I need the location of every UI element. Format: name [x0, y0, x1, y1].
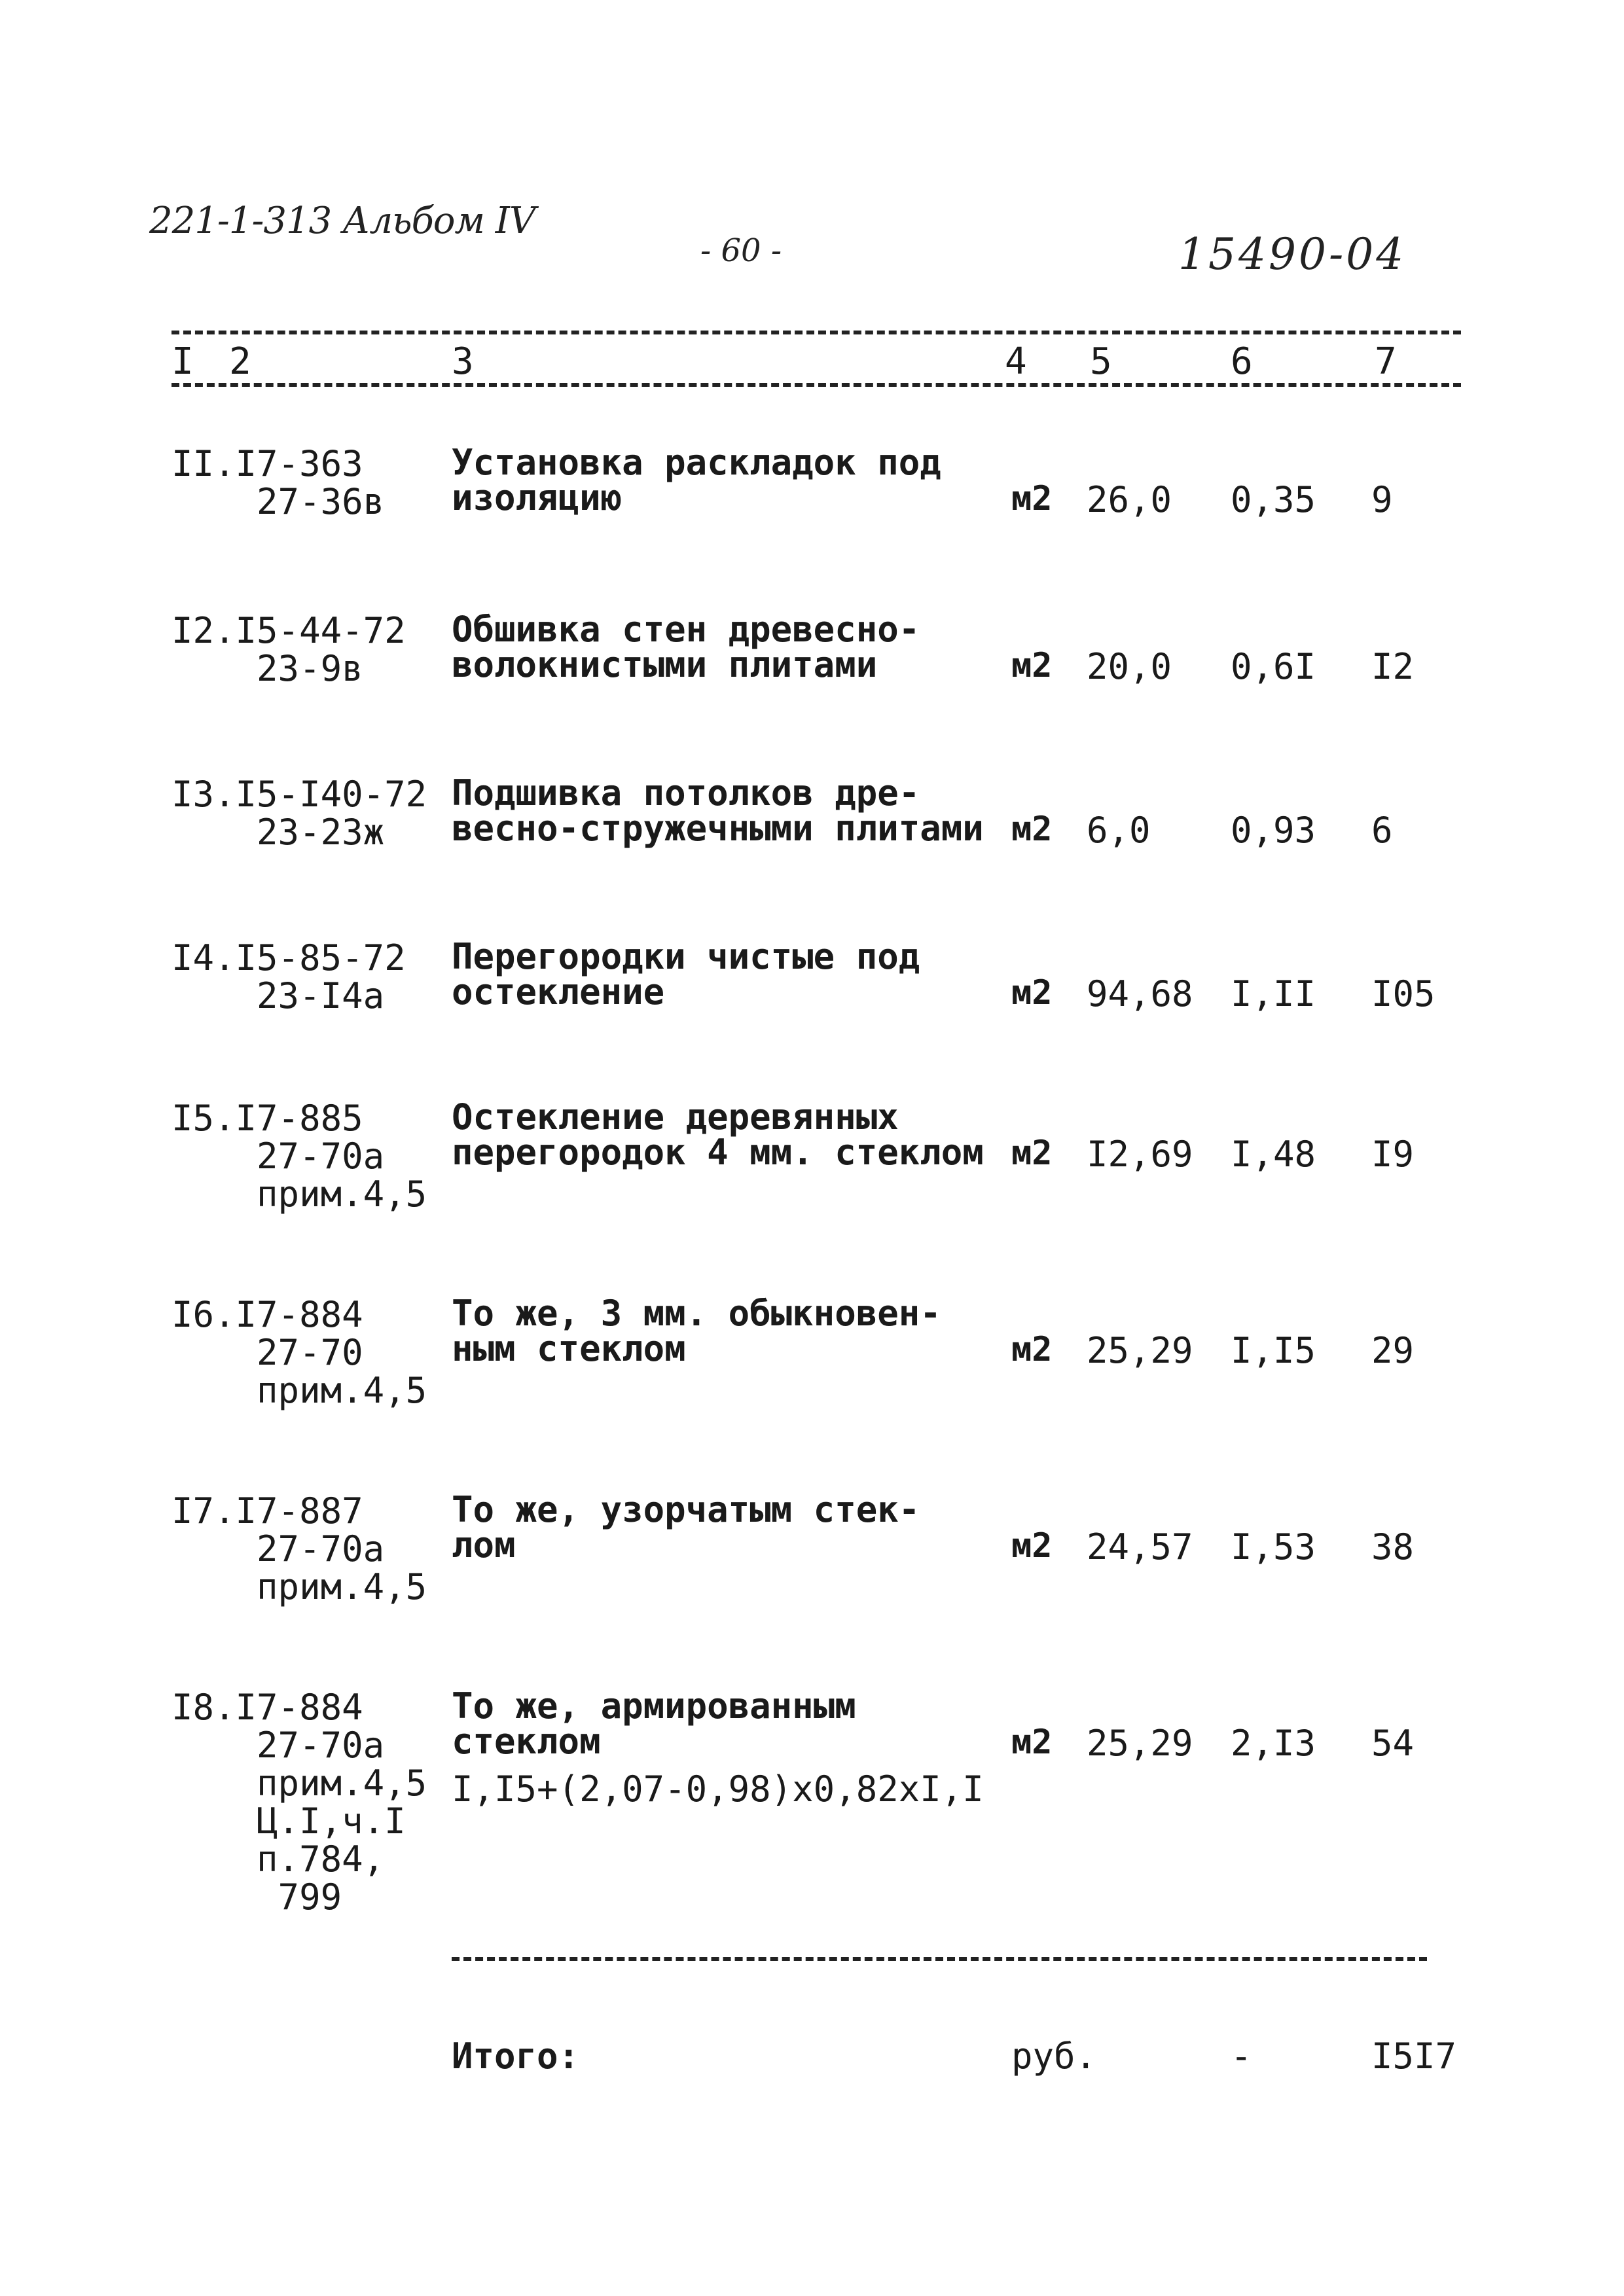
row-quantity: 26,0 [1087, 479, 1172, 520]
row-unit-price: I,II [1231, 973, 1316, 1014]
col-4: 4 [1005, 340, 1027, 383]
row-description: То же, узорчатым стек- лом [452, 1489, 920, 1566]
row-total-cost: I05 [1371, 973, 1435, 1014]
row-total-cost: 54 [1371, 1723, 1415, 1764]
total-dash: - [1231, 2036, 1252, 2077]
row-unit-price: I,48 [1231, 1134, 1316, 1175]
header-underline [171, 383, 1461, 387]
row-description: То же, армированным стеклом [452, 1685, 856, 1762]
row-code: I2.I5-44-72 23-9в [171, 610, 406, 689]
row-code: I8.I7-884 27-70а прим.4,5 Ц.I,ч.I п.784, 799 [171, 1687, 427, 1918]
row-unit-price: 0,35 [1231, 479, 1316, 520]
row-unit: м2 [1011, 646, 1053, 685]
row-code: II.I7-363 27-36в [171, 443, 385, 522]
row-unit-price: 0,6I [1231, 646, 1316, 687]
total-value: I5I7 [1371, 2036, 1457, 2077]
row-total-cost: 9 [1371, 479, 1393, 520]
header-left-note: 221-1-313 Альбом IV [149, 200, 535, 242]
row-unit: м2 [1011, 1723, 1053, 1762]
row-code: I5.I7-885 27-70а прим.4,5 [171, 1098, 427, 1215]
col-7: 7 [1375, 340, 1397, 383]
total-divider [452, 1957, 1427, 1961]
row-quantity: I2,69 [1087, 1134, 1193, 1175]
row-unit: м2 [1011, 1134, 1053, 1173]
row-unit: м2 [1011, 1330, 1053, 1369]
row-unit: м2 [1011, 1526, 1053, 1566]
row-unit-price: I,I5 [1231, 1330, 1316, 1371]
col-2: 2 [229, 340, 251, 383]
row-unit: м2 [1011, 810, 1053, 849]
row-description: Перегородки чистые под остекление [452, 936, 920, 1013]
col-3: 3 [452, 340, 474, 383]
row-unit: м2 [1011, 479, 1053, 518]
row-unit-price: 0,93 [1231, 810, 1316, 851]
row-quantity: 20,0 [1087, 646, 1172, 687]
row-description: Обшивка стен древесно- волокнистыми плитами [452, 609, 920, 685]
row-description: Остекление деревянных перегородок 4 мм. стеклом [452, 1096, 984, 1173]
row-total-cost: 6 [1371, 810, 1393, 851]
col-6: 6 [1231, 340, 1253, 383]
row-formula: I,I5+(2,07-0,98)х0,82хI,I [452, 1768, 984, 1810]
page-number: - 60 - [700, 232, 782, 269]
row-unit-price: 2,I3 [1231, 1723, 1316, 1764]
row-total-cost: 38 [1371, 1526, 1415, 1568]
col-1: I [171, 340, 194, 383]
row-code: I6.I7-884 27-70 прим.4,5 [171, 1294, 427, 1411]
row-total-cost: I2 [1371, 646, 1415, 687]
row-unit-price: I,53 [1231, 1526, 1316, 1568]
row-total-cost: I9 [1371, 1134, 1415, 1175]
row-description: То же, 3 мм. обыкновен- ным стеклом [452, 1293, 941, 1369]
row-description: Подшивка потолков дре- весно-стружечными плитами [452, 772, 984, 849]
row-code: I3.I5-I40-72 23-23ж [171, 774, 427, 853]
col-5: 5 [1090, 340, 1112, 383]
total-label: Итого: [452, 2036, 580, 2077]
row-quantity: 25,29 [1087, 1723, 1193, 1764]
row-quantity: 24,57 [1087, 1526, 1193, 1568]
top-divider [171, 331, 1461, 334]
row-total-cost: 29 [1371, 1330, 1415, 1371]
row-code: I4.I5-85-72 23-I4а [171, 937, 406, 1016]
row-quantity: 94,68 [1087, 973, 1193, 1014]
row-code: I7.I7-887 27-70а прим.4,5 [171, 1490, 427, 1607]
row-quantity: 6,0 [1087, 810, 1151, 851]
row-unit: м2 [1011, 973, 1053, 1013]
row-description: Установка раскладок под изоляцию [452, 442, 941, 518]
total-unit: руб. [1011, 2036, 1097, 2077]
document-number: 15490-04 [1178, 229, 1407, 279]
row-quantity: 25,29 [1087, 1330, 1193, 1371]
